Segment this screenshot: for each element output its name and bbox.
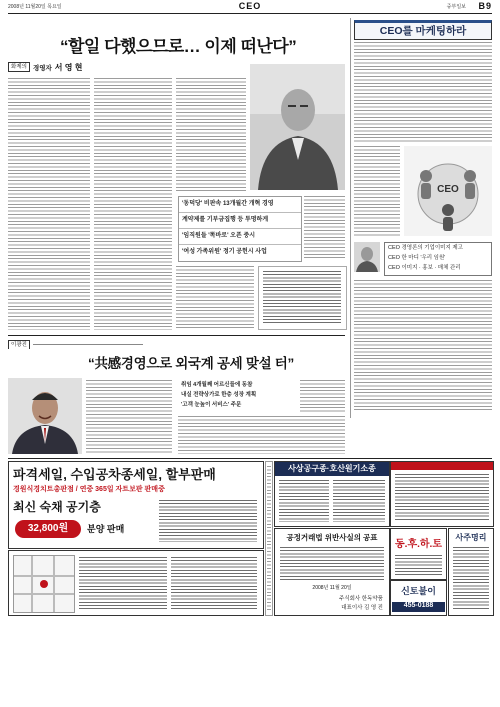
column-divider <box>350 18 351 418</box>
sale-ad-price: 32,800원 <box>15 520 81 538</box>
locations-list-1 <box>79 557 167 609</box>
sale-ad-headline: 파격세일, 수입공차종세일, 할부판매 <box>13 467 216 482</box>
sale-ad-subline: 경원식경치트총판점 / 연중 365일 자트보판 판매중 <box>13 486 165 493</box>
header-rule <box>8 13 492 14</box>
brand2-ad-phone: 455-0188 <box>392 602 445 612</box>
column-body-side <box>354 146 400 236</box>
column-title: CEO를 마케팅하라 <box>354 20 492 40</box>
kicker-rule <box>33 344 143 345</box>
article1-body-col1 <box>8 78 90 330</box>
article1-body-col3 <box>176 78 246 192</box>
fortune-ad[interactable] <box>448 528 494 616</box>
brand2-ad-headline: 신토불이 <box>401 586 436 596</box>
tools-ad-headline: 사상공구종·호산원기소종 <box>275 462 389 476</box>
sale-ad-product: 최신 숙채 공기층 <box>13 500 101 514</box>
sale-ad-price-note: 분양 판매 <box>87 524 125 534</box>
notice-ad[interactable] <box>274 528 390 616</box>
clinic-ad-text <box>395 474 489 522</box>
issue-date: 2008년 11월20일 목요일 <box>8 4 62 10</box>
article1-body-col2 <box>94 78 172 330</box>
article2-body-col1 <box>86 380 172 454</box>
article2-subhead: '고객 눈높이 서비스' 주문 <box>181 402 242 408</box>
notice-ad-body <box>280 547 384 581</box>
article1-headline: “할일 다했으므로… 이제 떠난다” <box>60 37 297 56</box>
ceo-illustration <box>404 146 492 236</box>
brand-ad-text <box>395 555 442 575</box>
article1-subheads <box>178 196 302 262</box>
locations-ad[interactable] <box>8 550 264 616</box>
section-name: CEO <box>238 1 262 11</box>
ceo-illustration-label: CEO <box>437 184 459 195</box>
column-summary-item: CEO 경영론의 기업이미지 제고 <box>388 245 463 251</box>
column-summary-item: CEO 한 마디 '우리 임원' <box>388 255 446 261</box>
article1-kicker: 화제의 <box>8 62 30 72</box>
fortune-ad-text <box>453 547 489 609</box>
column-summary-box <box>384 242 492 276</box>
tools-ad[interactable] <box>274 461 390 527</box>
article2-headline: “共感경영으로 외국계 공세 맞설 터” <box>88 356 294 371</box>
article1-subhead: 계약제를 기부금집행 등 투명하게 <box>179 213 301 229</box>
columnist-photo <box>354 242 380 272</box>
paper-name: 중부일보 <box>446 4 466 10</box>
article1-profile-box <box>258 266 347 330</box>
article2-subhead: 취임 4개월째 어르신들에 동참 <box>181 382 253 388</box>
page-number: B9 <box>478 1 492 11</box>
article-divider <box>8 335 345 336</box>
vertical-strip-ad <box>265 461 273 616</box>
article1-person-name: 서 영 현 <box>54 62 83 72</box>
article2-kicker: 이광진 <box>8 340 30 349</box>
article1-subhead: '임직원들 '똑바로' 오픈 중시 <box>179 229 301 245</box>
article2-subhead: 내실 전략상가로 한층 성장 계획 <box>181 392 257 398</box>
article1-kicker2: 경영자 <box>32 64 52 72</box>
article1-kicker-row <box>8 62 208 72</box>
article1-subhead: '동덕당' 비판속 13개월간 개혁 경영 <box>179 197 301 213</box>
article2-body-col2 <box>300 380 345 412</box>
sale-ad[interactable] <box>8 461 264 549</box>
column-body-top <box>354 42 492 142</box>
clinic-ad-band <box>391 462 493 470</box>
article1-body-col3-lower <box>176 266 254 330</box>
tools-ad-table-2 <box>333 480 385 522</box>
article2-body-col3 <box>178 416 345 454</box>
article1-subhead: '여성 가족위원' 정기 공헌시 사업 <box>182 249 267 255</box>
notice-ad-headline: 공정거래법 위반사실의 공표 <box>286 533 378 542</box>
article1-photo <box>250 64 345 190</box>
notice-ad-company: 주식회사 한독약품 <box>338 596 383 602</box>
brand-ad[interactable] <box>390 528 447 580</box>
vertical-strip-text <box>267 466 271 611</box>
locations-list-2 <box>171 557 257 609</box>
brand-ad-headline: 동.후.하.토 <box>395 539 442 550</box>
fortune-ad-headline: 사주명리 <box>455 533 487 542</box>
article1-body-col4 <box>304 196 345 260</box>
locations-map <box>13 555 75 613</box>
article1-profile-lines <box>263 271 341 325</box>
tools-ad-table-1 <box>279 480 329 522</box>
column-body-bottom <box>354 280 492 410</box>
article2-photo <box>8 378 82 454</box>
ads-top-rule <box>8 458 492 459</box>
brand2-ad[interactable] <box>390 580 447 616</box>
column-summary-item: CEO 이미지 · 홍보 · 매체 관리 <box>388 265 461 271</box>
article2-subheads <box>178 380 296 412</box>
clinic-ad[interactable] <box>390 461 494 527</box>
article2-kicker-row <box>8 340 168 349</box>
notice-ad-ceo: 대표이사 김 영 진 <box>341 605 383 611</box>
notice-ad-date: 2008년 11월 20일 <box>312 585 352 591</box>
sale-ad-details <box>159 500 257 542</box>
